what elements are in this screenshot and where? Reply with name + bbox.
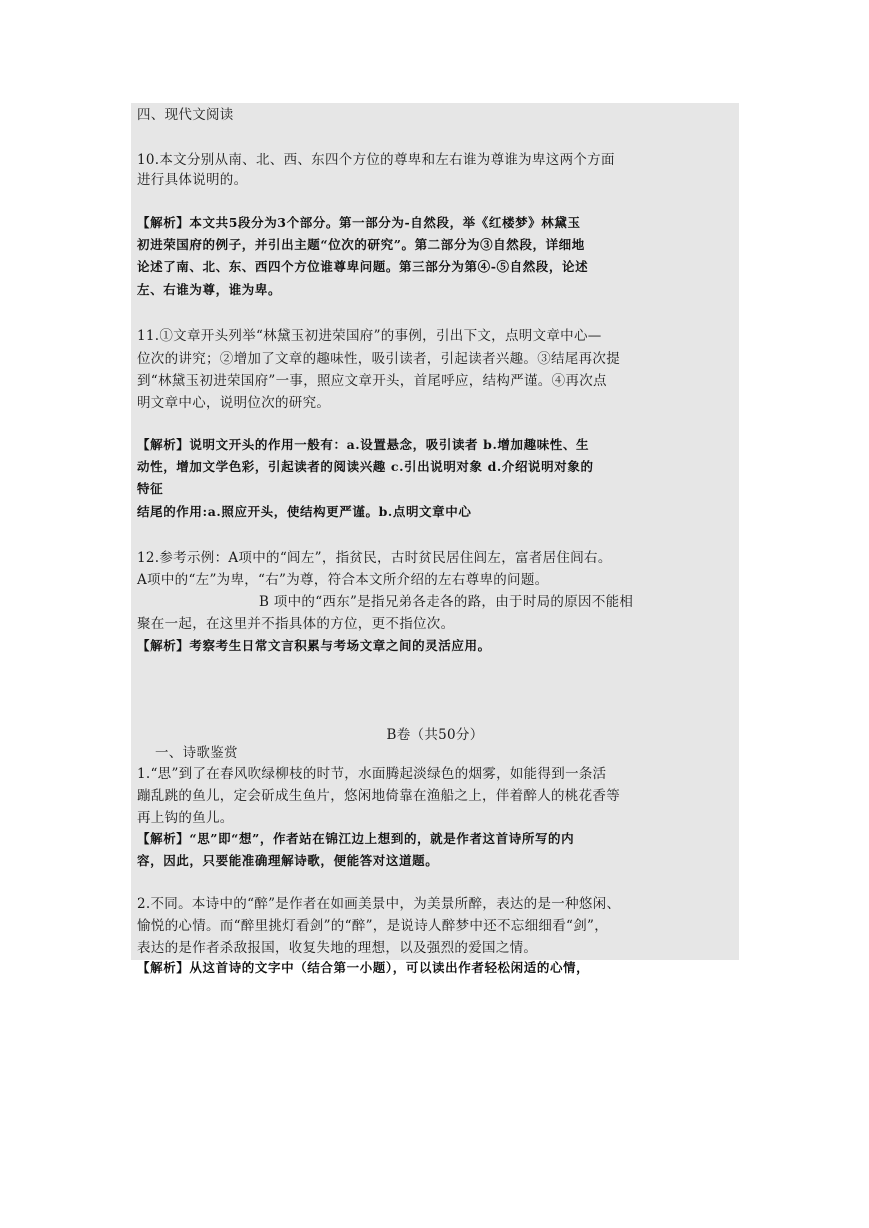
b2-answer-line-2: 愉悦的心情。而“醉里挑灯看剑”的“醉”，是说诗人醉梦中还不忘细细看“剑”， (137, 918, 609, 934)
q11-answer-line-4: 明文章中心，说明位次的研究。 (137, 395, 331, 411)
b1-analysis-line-1: 【解析】“思”即“想”，作者站在锦江边上想到的，就是作者这首诗所写的内 (137, 831, 575, 846)
part-b-title: B卷（共50分） (386, 727, 484, 743)
q10-analysis-line-4: 左、右谁为尊，谁为卑。 (137, 282, 282, 297)
q12-answer-line-1: 12.参考示例：A项中的“闾左”，指贫民，古时贫民居住闾左，富者居住闾右。 (137, 550, 612, 566)
b2-analysis-line-1: 【解析】从这首诗的文字中（结合第一小题），可以读出作者轻松闲适的心情， (137, 960, 590, 975)
q11-answer-line-2: 位次的讲究；②增加了文章的趣味性，吸引读者，引起读者兴趣。③结尾再次提 (137, 351, 620, 367)
q12-answer-line-3: B 项中的“西东”是指兄弟各走各的路，由于时局的原因不能相 (259, 594, 634, 610)
q11-answer-line-3: 到“林黛玉初进荣国府”一事，照应文章开头，首尾呼应，结构严谨。④再次点 (137, 373, 607, 389)
part-b-section: 一、诗歌鉴赏 (155, 745, 238, 761)
scanned-page (131, 103, 739, 975)
b1-answer-line-2: 蹦乱跳的鱼儿，定会斫成生鱼片，悠闲地倚靠在渔船之上，伴着醉人的桃花香等 (137, 788, 620, 804)
q10-analysis-line-3: 论述了南、北、东、西四个方位谁尊卑问题。第三部分为第④-⑤自然段，论述 (137, 259, 589, 274)
b2-answer-line-3: 表达的是作者杀敌报国，收复失地的理想，以及强烈的爱国之情。 (137, 940, 538, 956)
section-heading: 四、现代文阅读 (137, 107, 234, 123)
q11-analysis-line-4: 结尾的作用:a.照应开头，使结构更严谨。b.点明文章中心 (137, 504, 472, 519)
q11-analysis-line-2: 动性，增加文学色彩，引起读者的阅读兴趣 c.引出说明对象 d.介绍说明对象的 (137, 459, 594, 474)
q11-answer-line-1: 11.①文章开头列举“林黛玉初进荣国府”的事例，引出下文，点明文章中心— (137, 328, 602, 344)
q10-answer-line-2: 进行具体说明的。 (137, 172, 248, 188)
q10-answer-line-1: 10.本文分别从南、北、西、东四个方位的尊卑和左右谁为尊谁为卑这两个方面 (137, 152, 615, 168)
b1-analysis-line-2: 容，因此，只要能准确理解诗歌，便能答对这道题。 (137, 853, 439, 868)
b1-answer-line-3: 再上钩的鱼儿。 (137, 810, 234, 826)
q12-analysis-line-1: 【解析】考察考生日常文言积累与考场文章之间的灵活应用。 (137, 638, 491, 653)
q11-analysis-line-3: 特征 (137, 481, 164, 496)
b2-answer-line-1: 2.不同。本诗中的“醉”是作者在如画美景中，为美景所醉，表达的是一种悠闲、 (137, 896, 621, 912)
q10-analysis-line-1: 【解析】本文共5段分为3个部分。第一部分为-自然段，举《红楼梦》林黛玉 (137, 215, 581, 230)
q12-answer-line-4: 聚在一起，在这里并不指具体的方位，更不指位次。 (137, 616, 455, 632)
q12-answer-line-2: A项中的“左”为卑，“右”为尊，符合本文所介绍的左右尊卑的问题。 (137, 572, 549, 588)
q10-analysis-line-2: 初进荣国府的例子，并引出主题“位次的研究”。第二部分为③自然段，详细地 (137, 237, 585, 252)
q11-analysis-line-1: 【解析】说明文开头的作用一般有：a.设置悬念，吸引读者 b.增加趣味性、生 (137, 437, 590, 452)
b1-answer-line-1: 1.“思”到了在春风吹绿柳枝的时节，水面腾起淡绿色的烟雾，如能得到一条活 (137, 766, 607, 782)
